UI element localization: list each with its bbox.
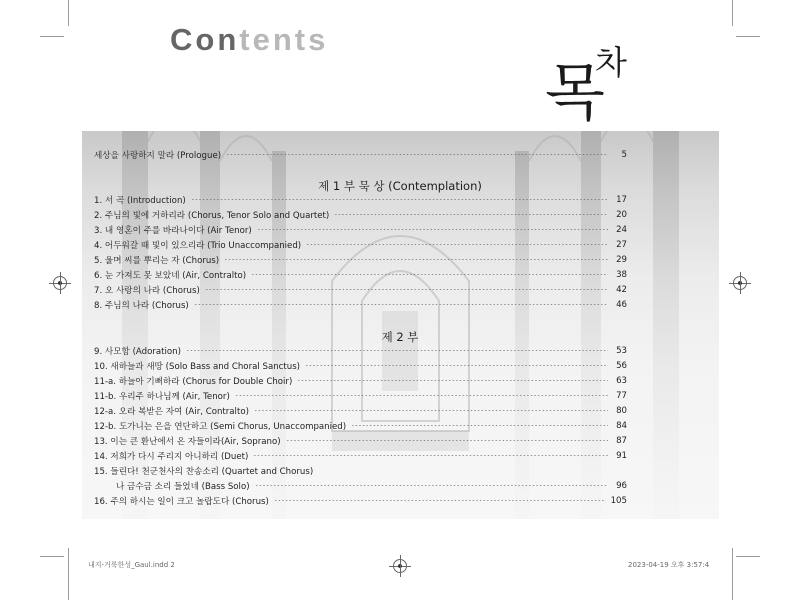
- toc-page-number: 29: [616, 254, 627, 265]
- toc-entry-label: 세상을 사랑하지 말라 (Prologue): [94, 150, 222, 161]
- toc-row[interactable]: [94, 193, 627, 206]
- registration-mark-icon: [393, 559, 407, 573]
- korean-title-mok: 목: [545, 56, 605, 129]
- toc-row[interactable]: [94, 404, 627, 417]
- toc-entry-label: 1. 서 곡 (Introduction): [94, 195, 186, 206]
- crop-mark: [68, 0, 69, 26]
- toc-entry-label: 14. 저희가 다시 주리지 아니하리 (Duet): [94, 451, 249, 462]
- toc-page-number: 96: [616, 480, 627, 491]
- crop-mark: [736, 36, 760, 37]
- toc-row[interactable]: [94, 374, 627, 387]
- toc-entry-label: 나 금수금 소리 들었네 (Bass Solo): [116, 481, 250, 492]
- toc-page-number: 84: [616, 420, 627, 431]
- dot-leader: [205, 289, 608, 290]
- toc-entry-label: 3. 내 영혼이 주를 바라나이다 (Air Tenor): [94, 225, 252, 236]
- print-timestamp: 2023-04-19 오후 3:57:4: [628, 561, 710, 569]
- toc-row[interactable]: [94, 208, 627, 221]
- dot-leader: [274, 500, 606, 501]
- toc-entry-label: 2. 주님의 빛에 거하리라 (Chorus, Tenor Solo and Quartet): [94, 210, 330, 221]
- toc-row[interactable]: [94, 389, 627, 402]
- toc-entry-label: 8. 주님의 나라 (Chorus): [94, 300, 189, 311]
- dot-leader: [194, 304, 608, 305]
- toc-row[interactable]: [94, 479, 627, 492]
- toc-entry-label: 9. 사모함 (Adoration): [94, 346, 181, 357]
- crop-mark: [68, 548, 69, 600]
- dot-leader: [254, 410, 608, 411]
- crop-mark: [732, 0, 733, 26]
- toc-row[interactable]: [94, 253, 627, 266]
- page-title: [170, 22, 328, 58]
- korean-title-cha: 차: [595, 43, 627, 82]
- toc-entry-label: 13. 이는 큰 환난에서 온 자들이라(Air, Soprano): [94, 436, 281, 447]
- print-file-slug: 내지-거룩한성_Gaul.indd 2: [88, 561, 175, 569]
- crop-mark: [40, 556, 64, 557]
- section-title-part-1: 제 1 부 묵 상 (Contemplation): [318, 179, 482, 193]
- toc-page-number: 17: [616, 194, 627, 205]
- toc-entry-label: 11-a. 하늘아 기뻐하라 (Chorus for Double Choir): [94, 376, 293, 387]
- toc-row[interactable]: [94, 268, 627, 281]
- dot-leader: [306, 244, 608, 245]
- registration-mark-icon: [733, 276, 747, 290]
- registration-mark-icon: [53, 276, 67, 290]
- toc-page-number: 38: [616, 269, 627, 280]
- toc-row[interactable]: [94, 464, 627, 477]
- toc-row[interactable]: [94, 494, 627, 507]
- dot-leader: [255, 485, 608, 486]
- dot-leader: [191, 199, 608, 200]
- dot-leader: [334, 214, 608, 215]
- toc-row[interactable]: [94, 359, 627, 372]
- toc-row[interactable]: [94, 223, 627, 236]
- toc-entry-label: 12-a. 오라 복받은 자여 (Air, Contralto): [94, 406, 249, 417]
- dot-leader: [286, 440, 608, 441]
- dot-leader: [226, 154, 608, 155]
- toc-page-number: 27: [616, 239, 627, 250]
- toc-page-number: 77: [616, 390, 627, 401]
- toc-entry-label: 11-b. 우리주 하나님께 (Air, Tenor): [94, 391, 230, 402]
- toc-page-number: 20: [616, 209, 627, 220]
- toc-page-number: 46: [616, 299, 627, 310]
- dot-leader: [251, 274, 608, 275]
- crop-mark: [736, 556, 760, 557]
- toc-page-number: 91: [616, 450, 627, 461]
- toc-page-number: 63: [616, 375, 627, 386]
- toc-entry-label: 6. 눈 가져도 못 보았네 (Air, Contralto): [94, 270, 247, 281]
- toc-row[interactable]: [94, 344, 627, 357]
- toc-entry-label: 7. 오 사랑의 나라 (Chorus): [94, 285, 200, 296]
- toc-row[interactable]: [94, 283, 627, 296]
- title-light: tents: [239, 22, 329, 57]
- dot-leader: [235, 395, 608, 396]
- title-dark: Con: [170, 22, 240, 57]
- dot-leader: [186, 350, 608, 351]
- crop-mark: [40, 36, 64, 37]
- dot-leader: [305, 365, 608, 366]
- toc-entry-label: 15. 들린다! 천군천사의 찬송소리 (Quartet and Chorus): [94, 466, 314, 477]
- toc-entry-label: 4. 어두워갈 때 빛이 있으리라 (Trio Unaccompanied): [94, 240, 302, 251]
- dot-leader: [224, 259, 608, 260]
- toc-page-number: 87: [616, 435, 627, 446]
- toc-page-number: 24: [616, 224, 627, 235]
- toc-row[interactable]: [94, 298, 627, 311]
- toc-entry-label: 5. 울며 씨를 뿌리는 자 (Chorus): [94, 255, 220, 266]
- dot-leader: [257, 229, 608, 230]
- toc-row[interactable]: [94, 419, 627, 432]
- toc-page-number: 80: [616, 405, 627, 416]
- toc-row[interactable]: [94, 238, 627, 251]
- toc-row[interactable]: [94, 449, 627, 462]
- dot-leader: [297, 380, 608, 381]
- crop-mark: [732, 548, 733, 600]
- toc-page-number: 5: [621, 149, 627, 160]
- section-title-part-2: 제 2 부: [381, 330, 419, 344]
- toc-page-number: 105: [610, 495, 627, 506]
- dot-leader: [351, 425, 608, 426]
- toc-row[interactable]: [94, 434, 627, 447]
- toc-entry-label: 10. 새하늘과 새땅 (Solo Bass and Choral Sanctus): [94, 361, 301, 372]
- toc-entry-label: 16. 주의 하시는 일이 크고 놀랍도다 (Chorus): [94, 496, 269, 507]
- toc-row-prologue[interactable]: [94, 148, 627, 161]
- dot-leader: [253, 455, 608, 456]
- toc-page-number: 56: [616, 360, 627, 371]
- toc-entry-label: 12-b. 도가니는 은을 연단하고 (Semi Chorus, Unaccompanied): [94, 421, 347, 432]
- toc-page-number: 42: [616, 284, 627, 295]
- toc-page-number: 53: [616, 345, 627, 356]
